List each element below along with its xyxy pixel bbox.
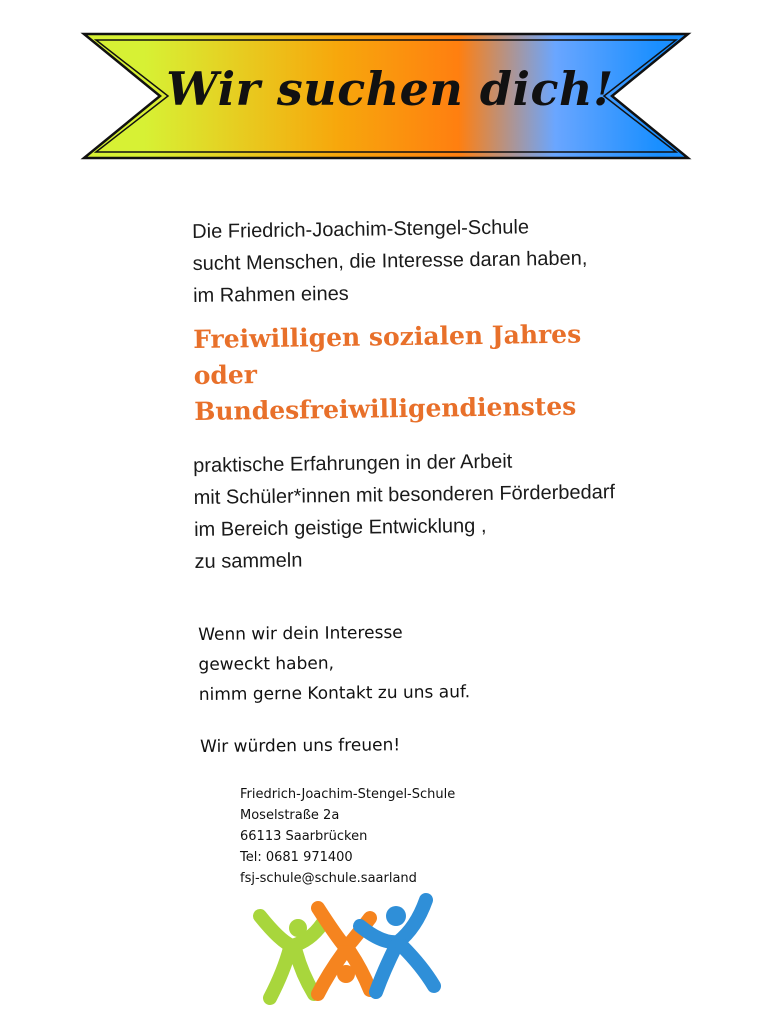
practice-line: praktische Erfahrungen in der Arbeit xyxy=(193,450,513,477)
address-phone[interactable]: Tel: 0681 971400 xyxy=(240,850,353,865)
banner-title: Wir suchen dich! xyxy=(166,62,614,116)
address-street: Moselstraße 2a xyxy=(240,808,340,823)
school-logo xyxy=(240,886,460,1008)
address-city: 66113 Saarbrücken xyxy=(240,829,368,844)
intro-text xyxy=(192,210,653,312)
contact-line: geweckt haben, xyxy=(198,653,335,675)
address-school: Friedrich-Joachim-Stengel-Schule xyxy=(240,787,456,802)
practice-line: zu sammeln xyxy=(194,549,303,573)
practice-text xyxy=(193,443,665,578)
thanks-text: Wir würden uns freuen! xyxy=(200,735,401,757)
program-highlight xyxy=(193,315,664,430)
practice-line: mit Schüler*innen mit besonderen Förderbedarf xyxy=(193,481,616,509)
logo-figure-green xyxy=(260,916,322,998)
address-email[interactable]: fsj-schule@schule.saarland xyxy=(240,871,417,886)
contact-invitation xyxy=(198,616,599,710)
intro-line: sucht Menschen, die Interesse daran haben, xyxy=(192,247,588,275)
practice-line: im Bereich geistige Entwicklung , xyxy=(193,514,487,541)
intro-line: Die Friedrich-Joachim-Stengel-Schule xyxy=(192,216,530,243)
contact-line: Wenn wir dein Interesse xyxy=(198,622,403,645)
highlight-line: Bundesfreiwilligendienstes xyxy=(194,391,577,426)
contact-line: nimm gerne Kontakt zu uns auf. xyxy=(198,682,471,705)
address-block xyxy=(240,784,540,889)
highlight-line: oder xyxy=(193,360,258,390)
intro-line: im Rahmen eines xyxy=(192,282,349,307)
highlight-line: Freiwilligen sozialen Jahres xyxy=(193,319,582,354)
